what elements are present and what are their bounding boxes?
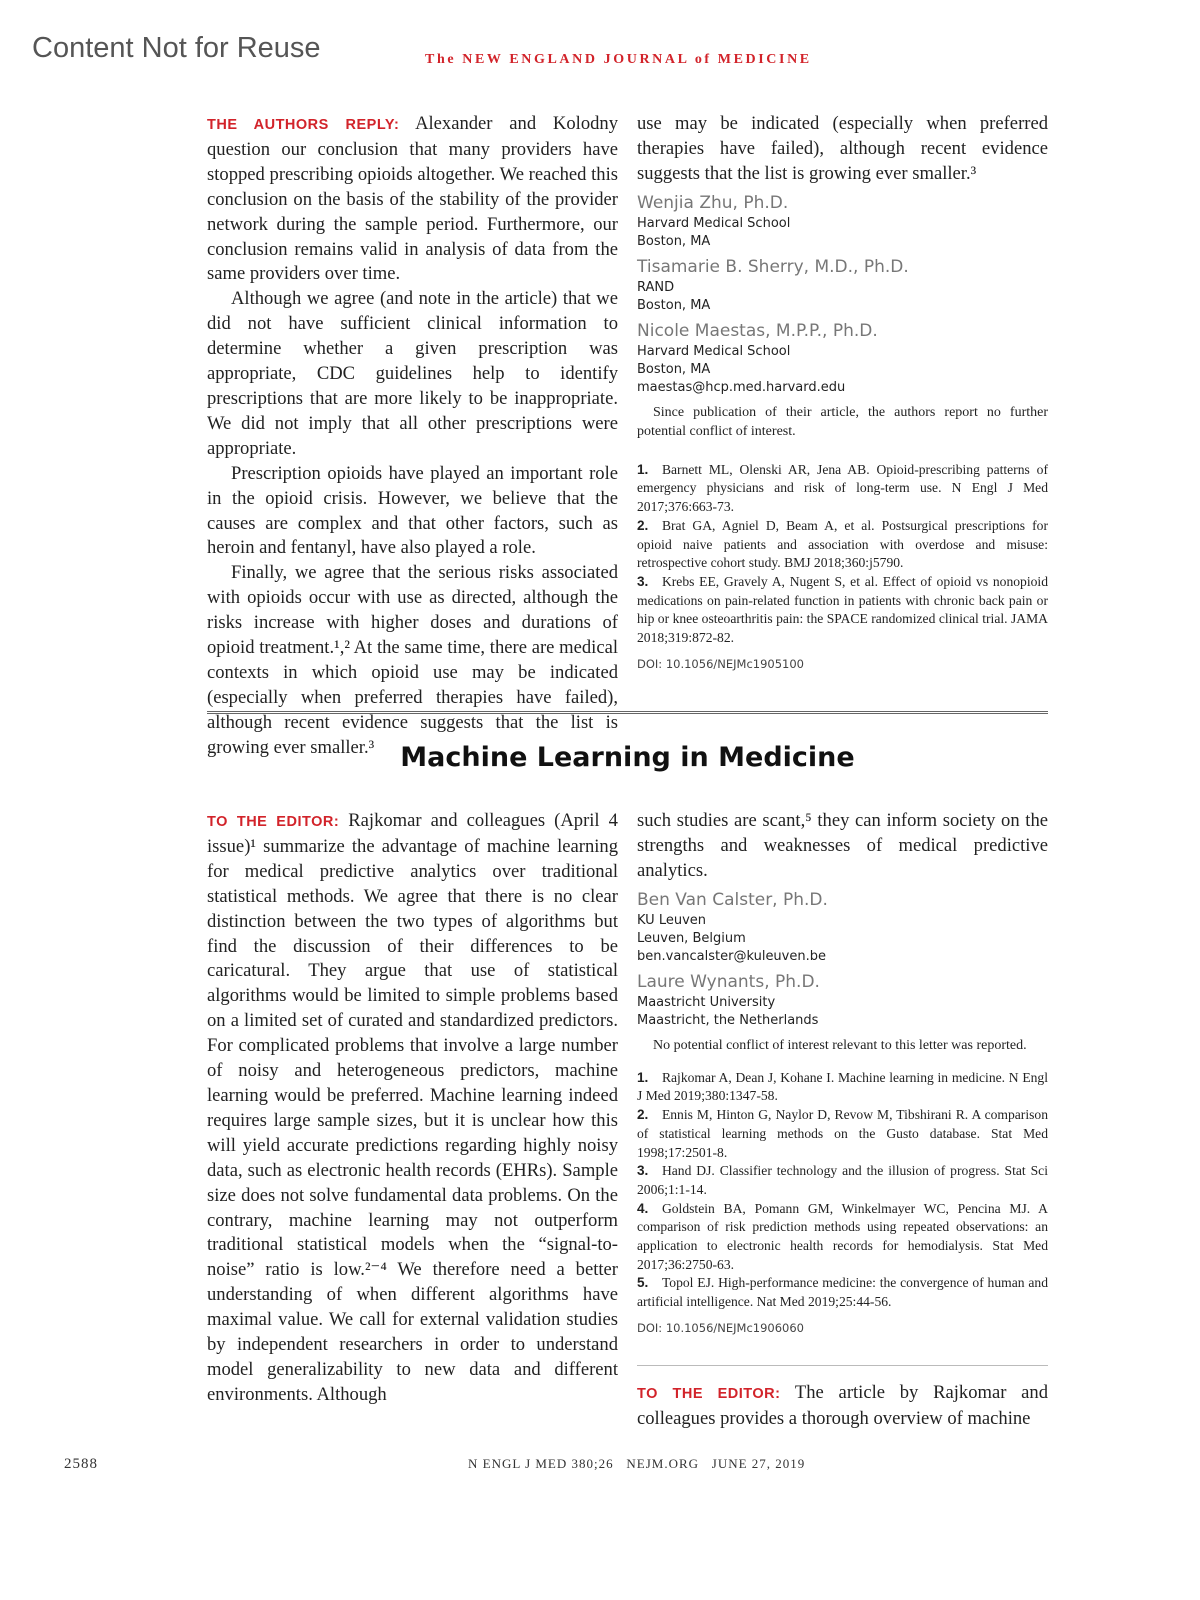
reference-number: 5. xyxy=(637,1275,649,1291)
reference-item xyxy=(637,1106,1048,1162)
reference-text: Hand DJ. Classifier technology and the illusion of progress. Stat Sci 2006;1:1-14. xyxy=(637,1163,1048,1197)
watermark: Content Not for Reuse xyxy=(32,32,321,64)
footer-citation: N ENGL J MED 380;26 NEJM.ORG JUNE 27, 2019 xyxy=(468,1456,806,1471)
journal-header: The NEW ENGLAND JOURNAL of MEDICINE xyxy=(425,52,812,67)
reference-item xyxy=(637,1200,1048,1275)
reference-item xyxy=(637,1274,1048,1311)
reference-text: Krebs EE, Gravely A, Nugent S, et al. Effect of opioid vs nonopioid medications on pain-related function in patients with chronic back pain or hip or knee osteoarthritis pain: the SPACE randomized clinical trial. JAMA 2018;319:872-82. xyxy=(637,573,1048,646)
author-name: Ben Van Calster, Ph.D. xyxy=(637,889,828,910)
doi: DOI: 10.1056/NEJMc1906060 xyxy=(637,1320,804,1335)
author-name: Nicole Maestas, M.P.P., Ph.D. xyxy=(637,320,878,341)
page-number: 2588 xyxy=(64,1456,98,1472)
disclosure: Since publication of their article, the authors report no further potential conflict of interest. xyxy=(637,404,1048,439)
author-affiliation: Boston, MA xyxy=(637,297,711,313)
reference-number: 3. xyxy=(637,1163,649,1179)
reference-number: 2. xyxy=(637,1107,649,1123)
author-affiliation: Harvard Medical School xyxy=(637,343,791,359)
reply-paragraph: THE AUTHORS REPLY: Alexander and Kolodny question our conclusion that many providers have stopped prescribing opioids altogether. We reached this conclusion on the basis of the stability of the provider network during the sample period. Furthermore, our conclusion remains valid in analysis of data from the same providers over time. xyxy=(207,113,619,285)
disclosure: No potential conflict of interest relevant to this letter was reported. xyxy=(653,1037,1027,1053)
author-affiliation: Maastricht, the Netherlands xyxy=(637,1012,819,1028)
author-name: Laure Wynants, Ph.D. xyxy=(637,971,820,992)
author-name: Tisamarie B. Sherry, M.D., Ph.D. xyxy=(637,256,909,277)
reply-paragraph: Although we agree (and note in the article) that we did not have sufficient clinical information to determine whether a given prescription was appropriate, CDC guidelines help to identify prescriptions that are more likely to be inappropriate. We did not imply that all other prescriptions were appropriate. xyxy=(207,288,618,459)
reference-item xyxy=(637,461,1048,517)
reference-text: Barnett ML, Olenski AR, Jena AB. Opioid-prescribing patterns of emergency physicians and risk of long-term use. N Engl J Med 2017;376:663-73. xyxy=(637,461,1048,515)
letter1-left-column xyxy=(207,809,618,1408)
letter1-lead: TO THE EDITOR: xyxy=(207,814,340,830)
doi: DOI: 10.1056/NEJMc1905100 xyxy=(637,656,804,671)
letter1-body: TO THE EDITOR: Rajkomar and colleagues (April 4 issue)¹ summarize the advantage of machine learning for medical predictive analytics over traditional statistical methods. We agree that there is no clear distinction between the two types of algorithms but find the discussion of their differences to be caricatural. They argue that use of statistical algorithms would be limited to simple problems based on a limited set of curated and standardized predictors. For complicated problems that involve a large number of noisy and heterogeneous predictors, machine learning would be preferred. Machine learning indeed requires large sample sizes, but it is unclear how this will yield accurate predictions regarding highly noisy data, such as electronic health records (EHRs). Sample size does not solve fundamental data problems. On the contrary, machine learning may not outperform traditional statistical models when the “signal-to-noise” ratio is low.²⁻⁴ We therefore need a better understanding of when different algorithms have maximal value. We call for external validation studies by independent researchers in order to understand model generalizability to new data and different environments. Although xyxy=(207,810,618,1405)
reference-text: Rajkomar A, Dean J, Kohane I. Machine learning in medicine. N Engl J Med 2019;380:1347-58. xyxy=(637,1069,1048,1104)
reply-paragraph-continued: use may be indicated (especially when preferred therapies have failed), although recent evidence suggests that the list is growing ever smaller.³ xyxy=(637,113,1048,184)
reply-left-column xyxy=(207,112,619,758)
author-list xyxy=(637,888,1048,1030)
reference-item xyxy=(637,517,1048,573)
reference-text: Brat GA, Agniel D, Beam A, et al. Postsurgical prescriptions for opioid naive patients and association with overdose and misuse: retrospective cohort study. BMJ 2018;360:j5790. xyxy=(637,517,1048,571)
reference-text: Ennis M, Hinton G, Naylor D, Revow M, Tibshirani R. A comparison of statistical learning methods on the Gusto database. Stat Med 1998;17:2501-8. xyxy=(637,1107,1048,1160)
author-affiliation: Boston, MA xyxy=(637,361,711,377)
reference-number: 1. xyxy=(637,461,649,477)
author-name: Wenjia Zhu, Ph.D. xyxy=(637,192,789,213)
reference-number: 1. xyxy=(637,1069,649,1085)
author-affiliation: Leuven, Belgium xyxy=(637,930,746,946)
reference-number: 3. xyxy=(637,573,649,589)
author-affiliation: RAND xyxy=(637,279,675,295)
section-title: Machine Learning in Medicine xyxy=(400,742,855,773)
author-affiliation: KU Leuven xyxy=(637,912,707,928)
author-affiliation: maestas@hcp.med.harvard.edu xyxy=(637,379,846,395)
reply-right-column xyxy=(637,112,1048,677)
letter-divider xyxy=(637,1365,1048,1366)
letter2-lead: TO THE EDITOR: xyxy=(637,1386,781,1402)
author-affiliation: ben.vancalster@kuleuven.be xyxy=(637,948,826,964)
reference-number: 4. xyxy=(637,1200,649,1216)
reference-item xyxy=(637,1069,1048,1106)
reply-paragraph: Prescription opioids have played an important role in the opioid crisis. However, we believe that the causes are complex and that other factors, such as heroin and fentanyl, have also played a role. xyxy=(207,462,618,559)
letter1-right-column xyxy=(637,809,1048,1341)
reference-text: Topol EJ. High-performance medicine: the convergence of human and artificial intelligence. Nat Med 2019;25:44-56. xyxy=(637,1275,1048,1310)
reference-list xyxy=(637,461,1048,648)
author-affiliation: Harvard Medical School xyxy=(637,215,791,231)
section-divider xyxy=(207,711,1048,717)
reference-number: 2. xyxy=(637,517,649,533)
letter1-body-continued: such studies are scant,⁵ they can inform society on the strengths and weaknesses of medical predictive analytics. xyxy=(637,810,1048,881)
reference-list xyxy=(637,1069,1048,1312)
letter2-body: TO THE EDITOR: The article by Rajkomar and colleagues provides a thorough overview of machine xyxy=(637,1382,1049,1429)
reference-item xyxy=(637,573,1048,648)
reply-paragraph: Finally, we agree that the serious risks associated with opioids occur with use as directed, although the risks increase with higher doses and durations of opioid treatment.¹,² At the same time, there are medical contexts in which opioid use may be indicated (especially when preferred therapies have failed), although recent evidence suggests that the list is growing ever smaller.³ xyxy=(207,562,618,758)
author-affiliation: Boston, MA xyxy=(637,233,711,249)
reference-item xyxy=(637,1162,1048,1199)
author-affiliation: Maastricht University xyxy=(637,994,776,1010)
reply-lead: THE AUTHORS REPLY: xyxy=(207,117,400,133)
letter2-column xyxy=(637,1381,1048,1432)
reference-text: Goldstein BA, Pomann GM, Winkelmayer WC, Pencina MJ. A comparison of risk prediction methods using repeated observations: an application to electronic health records for hemodialysis. Stat Med 2017;36:2750-63. xyxy=(637,1200,1048,1272)
author-list xyxy=(637,191,1048,397)
